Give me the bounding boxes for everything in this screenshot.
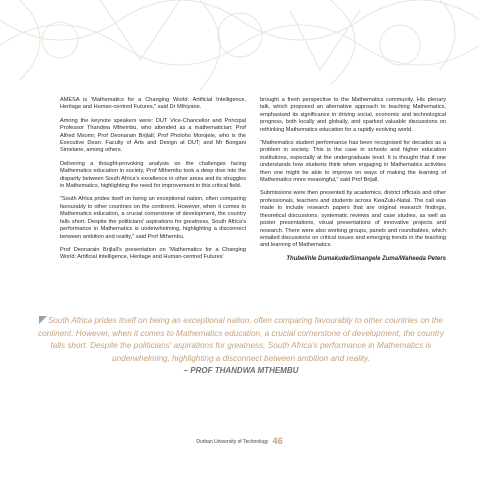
- paragraph: "Mathematics student performance has been recognised for decades as a problem in society. This is the case in schools and higher education institutions, especially at the undergraduate level. It is thought that if one understands how students think when engaging in Mathematics activities then one might be able to improve on ways of making the learning of Mathematics more meaningful," said Prof Brijall.: [260, 140, 446, 184]
- pull-quote-attribution: – PROF THANDWA MTHEMBU: [183, 366, 299, 376]
- paragraph: Among the keynote speakers were: DUT Vice-Chancellor and Principal Professor Thandwa Mthembu, who attended as a mathematician; Prof Alfred Msomi; Prof Deonarain Brijlall; Prof Pholoho Morojele, who is the Executive Dean: Faculty of Arts and Design at DUT; and Mr Bongani Simelane, among others.: [60, 117, 246, 154]
- footer-institution: Durban University of Technology: [196, 439, 269, 445]
- paragraph: Prof Deonarain Brijlall's presentation on 'Mathematics for a Changing World: Artificial Intelligence, Heritage and Human-centred Futures': [60, 246, 246, 261]
- quote-triangle-icon: [39, 316, 47, 324]
- page-footer: [0, 436, 479, 446]
- decorative-background-pattern: [0, 0, 479, 90]
- paragraph: Delivering a thought-provoking analysis on the challenges facing Mathematics education in society, Prof Mthembu took a deep dive into the disparity between South Africa's excellence in other areas and its struggles in Mathematics, highlighting the need for improvement in this critical field.: [60, 160, 246, 190]
- left-column: [60, 97, 246, 268]
- author-byline: Thubelihle Dumakude/Simangele Zuma/Waheeda Peters: [286, 255, 446, 262]
- paragraph: "South Africa prides itself on being an exceptional nation, often comparing favourably to other countries on the continent. However, when it comes to Mathematics education, a crucial cornerstone of development, the country falls short. Despite the politicians' aspirations for greatness, South Africa's performance in Mathematics is underwhelming, highlighting a disconnect between ambition and reality," said Prof Mthembu.: [60, 196, 246, 240]
- pull-quote-text: South Africa prides itself on being an exceptional nation, often comparing favourably to other countries on the continent. However, when it comes to Mathematics education, a crucial cornerstone of development, the country falls short. Despite the politicians' aspirations for greatness, South Africa's performance in Mathematics is underwhelming, highlighting a disconnect between ambition and reality.: [38, 316, 444, 363]
- pull-quote: [36, 315, 446, 378]
- paragraph: Submissions were then presented by academics, district officials and other professionals, teachers and students across KwaZulu-Natal. The call was made to include research papers that are original research findings, theoretical discussions, systematic reviews and case studies, as well as poster presentations, visual presentations of innovative projects and research. There were also working groups, panels and roundtables, which entailed discussions on critical issues and emerging trends in the teaching and learning of Mathematics.: [260, 190, 446, 249]
- paragraph: brought a fresh perspective to the Mathematics community. His plenary talk, which proposed an alternative approach to teaching Mathematics, emphasised its significance in driving social, economic and technological progress, both locally and globally, and sparked valuable discussions on rethinking Mathematics education for a rapidly evolving world.: [260, 97, 446, 133]
- article-body: [60, 97, 446, 268]
- page-number: 46: [272, 436, 283, 446]
- right-column: [260, 97, 446, 268]
- paragraph: AMESA is 'Mathematics for a Changing World: Artificial Intelligence, Heritage and Human-centred Futures," said Dr Mthiyane.: [60, 97, 246, 111]
